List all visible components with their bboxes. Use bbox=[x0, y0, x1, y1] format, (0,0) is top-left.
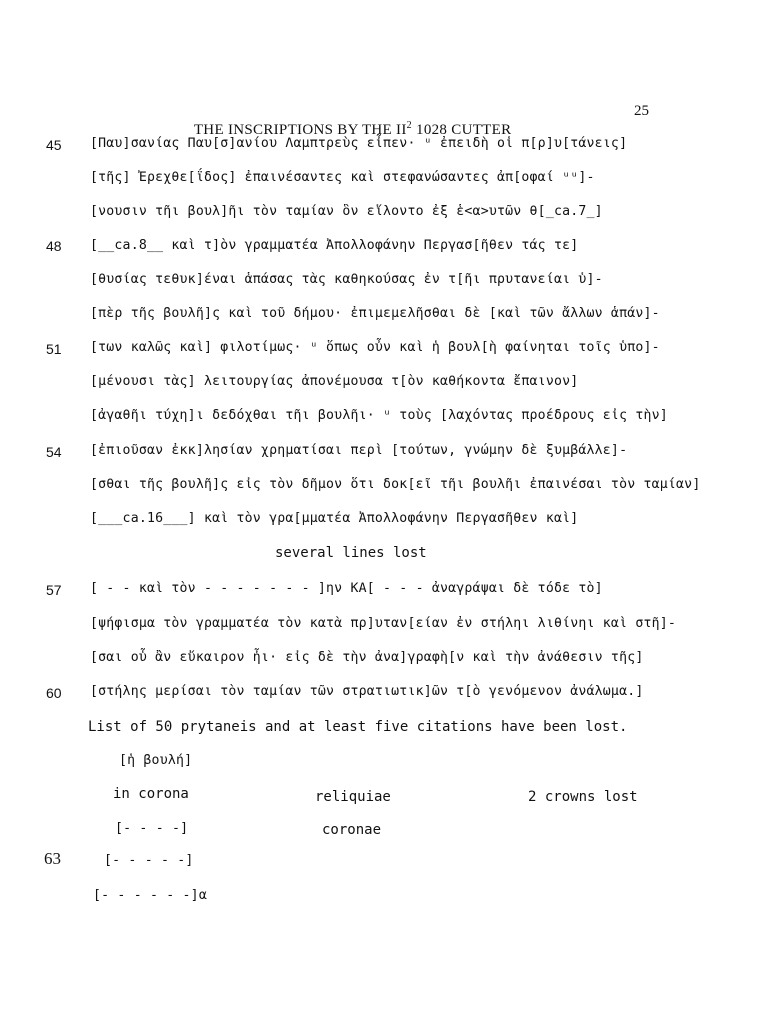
text-line-60: [στήλης μερίσαι τὸν ταμίαν τῶν στρατιωτικ]ῶν τ[ὸ γενόμενον ἀνάλωμα.] bbox=[90, 684, 644, 699]
reliquiae-label: reliquiae bbox=[315, 789, 391, 805]
text-line-58: [ψήφισμα τὸν γραμματέα τὸν κατὰ πρ]υταν[είαν ἐν στήληι λιθίνηι καὶ στῆ]- bbox=[90, 616, 677, 631]
text-line-46: [τῆς] Ἐρεχθε[ΐδος] ἐπαινέσαντες καὶ στεφανώσαντες ἀπ[οφαί ᵘᵘ]- bbox=[90, 170, 595, 185]
text-line-55: [σθαι τῆς βουλῆ]ς εἰς τὸν δῆμον ὅτι δοκ[εῖ τῆι βουλῆι ἐπαινέσαι τὸν ταμίαν] bbox=[90, 477, 701, 492]
text-line-56: [___ca.16___] καὶ τὸν γρα[μματέα Ἀπολλοφάνην Περγασῆθεν καὶ] bbox=[90, 511, 579, 526]
line-number-48: 48 bbox=[46, 238, 62, 254]
lacuna-line-63: [- - - - -] bbox=[104, 853, 194, 868]
coronae-label: coronae bbox=[322, 822, 382, 838]
line-number-63: 63 bbox=[44, 849, 61, 868]
running-header bbox=[186, 103, 511, 139]
text-line-51: [των καλῶς καὶ] φιλοτίμως· ᵘ ὅπως οὖν καὶ ἡ βουλ[ὴ φαίνηται τοῖς ὑπο]- bbox=[90, 340, 660, 355]
text-line-50: [πὲρ τῆς βουλῆ]ς καὶ τοῦ δήμου· ἐπιμεμελῆσθαι δὲ [καὶ τῶν ἄλλων ἁπάν]- bbox=[90, 306, 660, 321]
line-number-51: 51 bbox=[46, 341, 62, 357]
line-number-45: 45 bbox=[46, 137, 62, 153]
in-corona-label: in corona bbox=[113, 786, 189, 802]
line-number-57: 57 bbox=[46, 582, 62, 598]
crowns-lost-label: 2 crowns lost bbox=[528, 789, 638, 805]
text-line-53: [ἀγαθῆι τύχη]ι δεδόχθαι τῆι βουλῆι· ᵘ τοὺς [λαχόντας προέδρους εἰς τὴν] bbox=[90, 408, 668, 423]
text-line-45: [Παυ]σανίας Παυ[σ]ανίου Λαμπτρεὺς εἶπεν· ᵘ ἐπειδὴ οἱ π[ρ]υ[τάνεις] bbox=[90, 136, 628, 151]
he-boule-label: [ἡ βουλή] bbox=[119, 753, 193, 768]
prytaneis-note: List of 50 prytaneis and at least five citations have been lost. bbox=[88, 719, 628, 735]
text-line-59: [σαι οὗ ἂν εὔκαιρον ἦι· εἰς δὲ τὴν ἀνα]γραφὴ[ν καὶ τὴν ἀνάθεσιν τῆς] bbox=[90, 650, 644, 665]
line-number-54: 54 bbox=[46, 444, 62, 460]
text-line-47: [νουσιν τῆι βουλ]ῆι τὸν ταμίαν ὃν εἵλοντο ἐξ ἑ<α>υτῶν θ[_ca.7_] bbox=[90, 204, 603, 219]
header-title-sup: 2 bbox=[406, 120, 412, 131]
lacuna-note: several lines lost bbox=[275, 545, 427, 561]
text-line-57: [ - - καὶ τὸν - - - - - - - ]ην ΚΑ[ - - - ἀναγράψαι δὲ τόδε τὸ] bbox=[90, 581, 603, 596]
header-title-pre: THE INSCRIPTIONS BY THE II bbox=[193, 122, 407, 138]
text-line-54: [ἐπιοῦσαν ἐκκ]λησίαν χρηματίσαι περὶ [τούτων, γνώμην δὲ ξυμβάλλε]- bbox=[90, 443, 628, 458]
lacuna-line-62: [- - - -] bbox=[115, 821, 189, 836]
text-line-52: [μένουσι τὰς] λειτουργίας ἀπονέμουσα τ[ὸν καθήκοντα ἔπαινον] bbox=[90, 374, 579, 389]
page-number: 25 bbox=[634, 103, 649, 119]
line-number-60: 60 bbox=[46, 685, 62, 701]
text-line-49: [θυσίας τεθυκ]έναι ἁπάσας τὰς καθηκούσας ἐν τ[ῆι πρυτανείαι ὑ]- bbox=[90, 272, 603, 287]
lacuna-line-64: [- - - - - -]α bbox=[93, 888, 207, 903]
text-line-48: [__ca.8__ καὶ τ]ὸν γραμματέα Ἀπολλοφάνην Περγασ[ῆθεν τάς τε] bbox=[90, 238, 579, 253]
header-title-post: 1028 CUTTER bbox=[411, 122, 512, 138]
